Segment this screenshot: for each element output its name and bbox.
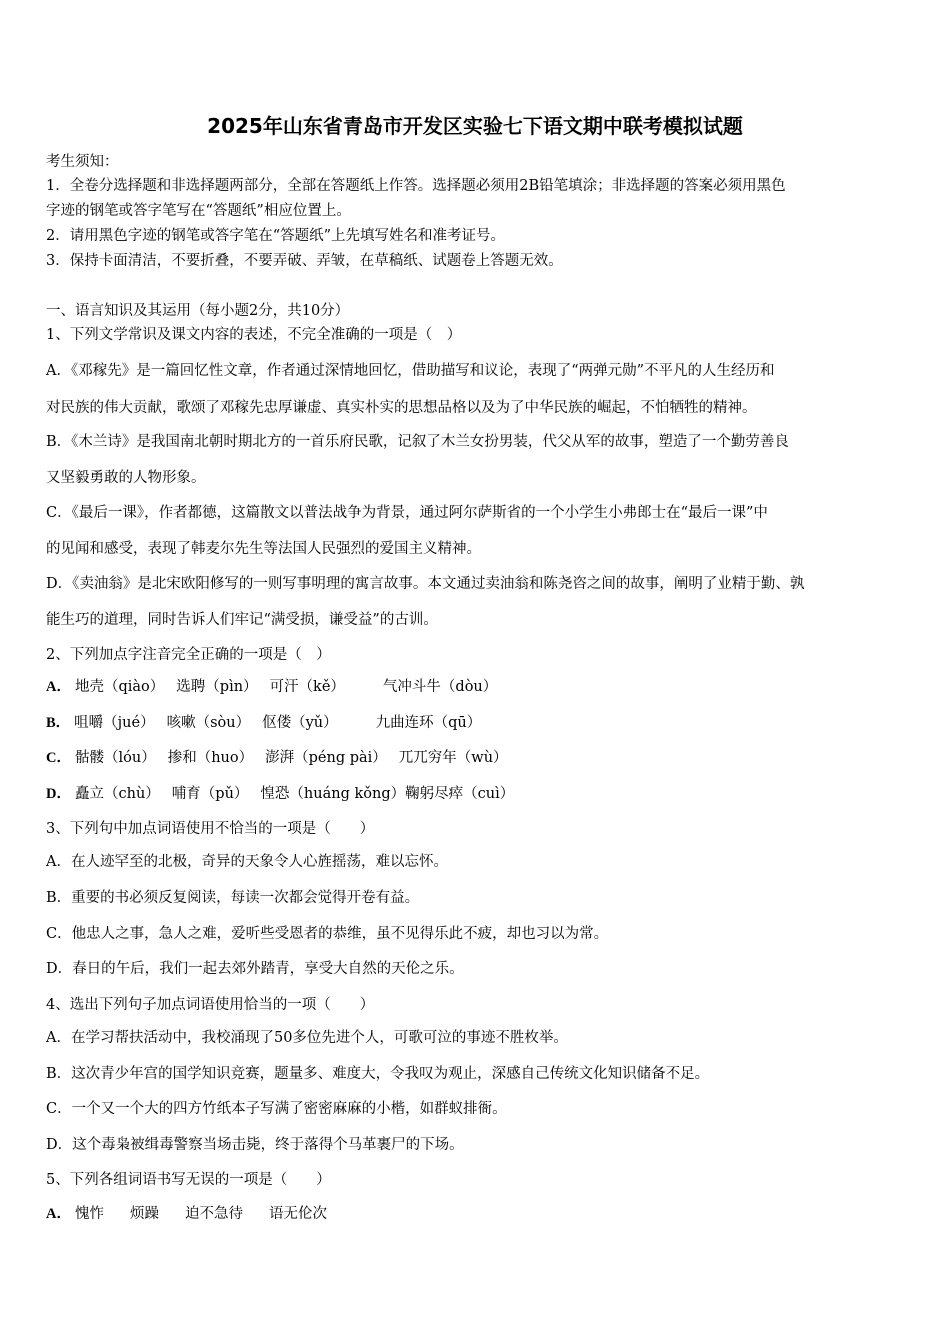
notice-heading: 考生须知： [46, 154, 119, 170]
q2-b-item-4: 九曲连环（qū） [375, 715, 482, 731]
q1-option-a-line-1: A．《邓稼先》是一篇回忆性文章，作者通过深情地回忆，借助描写和议论，表现了“两弹元勋”不平凡的人生经历和 [46, 363, 775, 379]
q5-a-word-1: 愧怍 [74, 1206, 104, 1222]
q2-option-b [46, 711, 481, 735]
q2-a-item-2: 选聘（pìn） [176, 679, 258, 695]
option-label: A． [46, 679, 71, 695]
q5-a-word-4: 语无伦次 [268, 1206, 327, 1222]
notice-line-1: 1．全卷分选择题和非选择题两部分，全部在答题纸上作答。选择题必须用2B铅笔填涂；非选择题的答案必须用黑色 [46, 178, 786, 194]
q3-option-c: C．他忠人之事，急人之难，爱听些受恩者的恭维，虽不见得乐此不疲，却也习以为常。 [46, 926, 609, 942]
q1-option-c-line-1: C．《最后一课》，作者都德，这篇散文以普法战争为背景，通过阿尔萨斯省的一个小学生小弗郎士在“最后一课”中 [46, 505, 768, 521]
q1-stem: 1、下列文学常识及课文内容的表述，不完全准确的一项是（ ） [46, 327, 462, 343]
q2-stem: 2、下列加点字注音完全正确的一项是（ ） [46, 647, 331, 663]
option-label: A． [46, 1206, 71, 1222]
q2-a-item-3: 可汗（kě） [269, 679, 345, 695]
section-heading: 一、语言知识及其运用（每小题2分，共10分） [46, 303, 350, 319]
q2-option-d [46, 782, 514, 806]
q4-option-c: C．一个又一个大的四方竹纸本子写满了密密麻麻的小楷，如群蚁排衙。 [46, 1101, 507, 1117]
q1-option-d-line-2: 能生巧的道理，同时告诉人们牢记“满受损，谦受益”的古训。 [46, 612, 438, 628]
q2-d-item-2: 哺育（pǔ） [171, 786, 249, 802]
q2-c-item-3: 澎湃（péng pài） [265, 750, 387, 766]
q1-option-a-line-2: 对民族的伟大贡献，歌颂了邓稼先忠厚谦虚、真实朴实的思想品格以及为了中华民族的崛起，不怕牺牲的精神。 [46, 400, 757, 416]
q2-c-item-1: 骷髅（lóu） [74, 750, 156, 766]
option-label: D． [46, 786, 71, 802]
q3-option-b: B．重要的书必须反复阅读，每读一次都会觉得开卷有益。 [46, 890, 420, 906]
q2-d-item-3: 惶恐（huáng kǒng）鞠躬尽瘁（cuì） [260, 786, 515, 802]
notice-line-3: 2．请用黑色字迹的钢笔或答字笔在“答题纸”上先填写姓名和准考证号。 [46, 228, 506, 244]
q4-option-d: D．这个毒枭被缉毒警察当场击毙，终于落得个马革裹尸的下场。 [46, 1137, 464, 1153]
q2-a-item-1: 地壳（qiào） [74, 679, 165, 695]
q1-option-b-line-1: B．《木兰诗》是我国南北朝时期北方的一首乐府民歌，记叙了木兰女扮男装，代父从军的故事，塑造了一个勤劳善良 [46, 434, 789, 450]
q2-c-item-2: 掺和（huo） [167, 750, 254, 766]
q1-option-c-line-2: 的见闻和感受，表现了韩麦尔先生等法国人民强烈的爱国主义精神。 [46, 541, 481, 557]
q4-option-a: A．在学习帮扶活动中，我校涌现了50多位先进个人，可歌可泣的事迹不胜枚举。 [46, 1030, 568, 1046]
q1-option-d-line-1: D．《卖油翁》是北宋欧阳修写的一则写事明理的寓言故事。本文通过卖油翁和陈尧咨之间的故事，阐明了业精于勤、孰 [46, 576, 805, 592]
option-label: B． [46, 715, 71, 731]
q2-option-a [46, 675, 497, 699]
q2-b-item-2: 咳嗽（sòu） [166, 715, 251, 731]
q4-option-b: B．这次青少年宫的国学知识竞赛，题量多、难度大，令我叹为观止，深感自己传统文化知识储备不足。 [46, 1066, 710, 1082]
q2-a-item-4: 气冲斗牛（dòu） [382, 679, 498, 695]
q2-b-item-3: 伛偻（yǔ） [262, 715, 338, 731]
q1-option-b-line-2: 又坚毅勇敢的人物形象。 [46, 470, 206, 486]
q5-stem: 5、下列各组词语书写无误的一项是（ ） [46, 1172, 331, 1188]
q5-a-word-2: 烦躁 [129, 1206, 159, 1222]
q2-b-item-1: 咀嚼（jué） [74, 715, 155, 731]
page-title: 2025年山东省青岛市开发区实验七下语文期中联考模拟试题 [207, 114, 743, 138]
q2-option-c [46, 746, 508, 770]
option-label: C． [46, 750, 71, 766]
notice-line-2: 字迹的钢笔或答字笔写在“答题纸”相应位置上。 [46, 203, 351, 219]
q5-a-word-3: 迫不急待 [184, 1206, 243, 1222]
q3-option-a: A．在人迹罕至的北极，奇异的天象令人心旌摇荡，难以忘怀。 [46, 854, 448, 870]
notice-line-4: 3．保持卡面清洁，不要折叠，不要弄破、弄皱，在草稿纸、试题卷上答题无效。 [46, 253, 563, 269]
q3-stem: 3、下列句中加点词语使用不恰当的一项是（ ） [46, 821, 375, 837]
q3-option-d: D．春日的午后，我们一起去郊外踏青，享受大自然的天伦之乐。 [46, 961, 464, 977]
q2-c-item-4: 兀兀穷年（wù） [398, 750, 508, 766]
q4-stem: 4、选出下列句子加点词语使用恰当的一项（ ） [46, 997, 375, 1013]
q2-d-item-1: 矗立（chù） [74, 786, 160, 802]
q5-option-a [46, 1202, 327, 1226]
